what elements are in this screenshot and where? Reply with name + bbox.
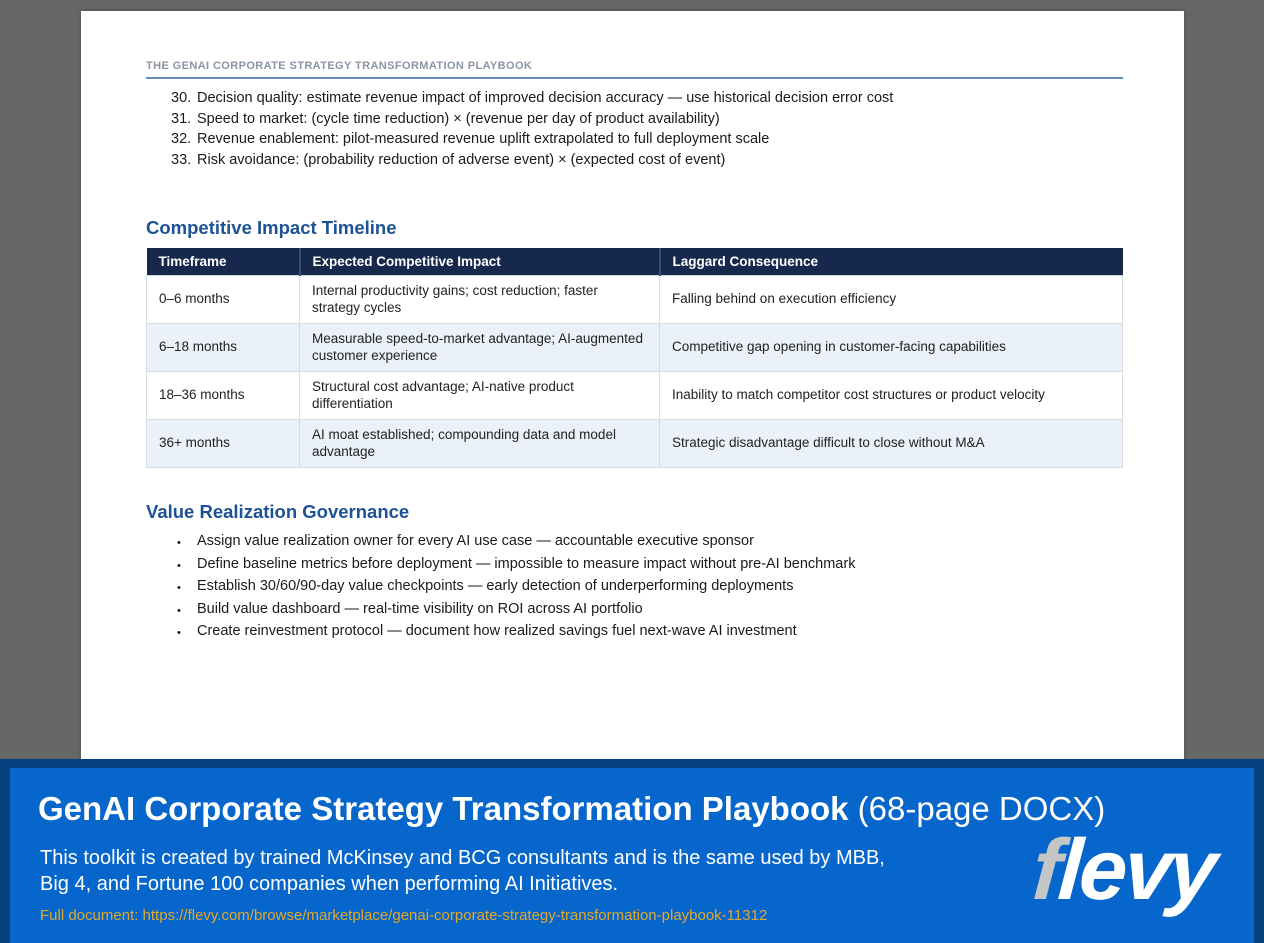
bullet-marker: •	[177, 537, 181, 549]
list-item	[171, 129, 1131, 150]
bullet-marker: •	[177, 604, 181, 617]
column-header-timeframe: Timeframe	[147, 248, 300, 276]
banner-subtitle-line2: Big 4, and Fortune 100 companies when performing AI Initiatives.	[40, 873, 619, 895]
cell-laggard-consequence: Strategic disadvantage difficult to close without M&A	[660, 420, 1123, 468]
table-row	[147, 372, 1123, 420]
running-header: THE GENAI CORPORATE STRATEGY TRANSFORMATION PLAYBOOK	[146, 60, 533, 72]
flevy-logo-f: f	[1029, 822, 1063, 918]
list-item-text: Decision quality: estimate revenue impact of improved decision accuracy — use historical decision error cost	[197, 90, 894, 106]
list-item-text: Speed to market: (cycle time reduction) × (revenue per day of product availability)	[197, 110, 720, 127]
flevy-logo	[1029, 822, 1218, 918]
section-title-value-realization-governance: Value Realization Governance	[146, 501, 410, 522]
bullet-text: Establish 30/60/90-day value checkpoints — early detection of underperforming deployments	[197, 578, 794, 595]
bullet-marker: •	[177, 627, 181, 640]
list-item-text: Revenue enablement: pilot-measured revenue uplift extrapolated to full deployment scale	[197, 131, 770, 147]
bullet-text: Assign value realization owner for every AI use case — accountable executive sponsor	[197, 533, 754, 549]
list-item	[171, 88, 1131, 109]
cell-timeframe: 6–18 months	[147, 324, 300, 372]
section-title-competitive-impact-timeline: Competitive Impact Timeline	[146, 217, 397, 238]
bullet-item	[177, 554, 1117, 577]
cell-laggard-consequence: Inability to match competitor cost structures or product velocity	[660, 372, 1123, 420]
table-row	[147, 324, 1123, 372]
bullet-item	[177, 621, 1117, 644]
cell-expected-impact: Structural cost advantage; AI-native product differentiation	[300, 372, 660, 420]
bullet-item	[177, 531, 1117, 554]
banner-title-format: (68-page DOCX)	[848, 790, 1106, 827]
numbered-list	[171, 88, 1131, 170]
banner-title-name: GenAI Corporate Strategy Transformation Playbook	[38, 790, 849, 827]
table-row	[147, 420, 1123, 468]
list-item-number: 32.	[171, 131, 192, 147]
document-page	[81, 11, 1184, 759]
banner-subtitle	[40, 845, 885, 897]
list-item	[171, 109, 1131, 130]
promo-banner-inner	[10, 768, 1254, 943]
list-item-number: 30.	[171, 90, 192, 106]
competitive-impact-table	[146, 248, 1123, 468]
list-item-text: Risk avoidance: (probability reduction of adverse event) × (expected cost of event)	[197, 151, 726, 168]
table-header-row	[147, 248, 1123, 276]
list-item-number: 33.	[171, 151, 192, 168]
cell-timeframe: 36+ months	[147, 420, 300, 468]
column-header-laggard-consequence: Laggard Consequence	[660, 248, 1123, 276]
list-item-number: 31.	[171, 110, 192, 127]
full-document-link[interactable]: Full document: https://flevy.com/browse/marketplace/genai-corporate-strategy-transformation-playbook-11312	[40, 907, 768, 924]
cell-expected-impact: Measurable speed-to-market advantage; AI-augmented customer experience	[300, 324, 660, 372]
promo-banner	[0, 759, 1264, 943]
list-item	[171, 150, 1131, 171]
table-row	[147, 276, 1123, 324]
bullet-marker: •	[177, 582, 181, 595]
banner-subtitle-line1: This toolkit is created by trained McKinsey and BCG consultants and is the same used by MBB,	[40, 847, 885, 869]
bullet-text: Define baseline metrics before deployment — impossible to measure impact without pre-AI benchmark	[197, 555, 856, 572]
bullet-text: Create reinvestment protocol — document how realized savings fuel next-wave AI investment	[197, 623, 797, 640]
header-rule	[146, 77, 1123, 79]
cell-expected-impact: Internal productivity gains; cost reduction; faster strategy cycles	[300, 276, 660, 324]
cell-expected-impact: AI moat established; compounding data and model advantage	[300, 420, 660, 468]
cell-laggard-consequence: Competitive gap opening in customer-facing capabilities	[660, 324, 1123, 372]
bullet-list	[177, 531, 1117, 644]
column-header-expected-impact: Expected Competitive Impact	[300, 248, 660, 276]
bullet-item	[177, 599, 1117, 622]
bullet-text: Build value dashboard — real-time visibility on ROI across AI portfolio	[197, 600, 643, 617]
banner-title	[38, 790, 1105, 828]
flevy-logo-levy: levy	[1055, 822, 1218, 918]
cell-timeframe: 18–36 months	[147, 372, 300, 420]
cell-timeframe: 0–6 months	[147, 276, 300, 324]
bullet-marker: •	[177, 559, 181, 572]
cell-laggard-consequence: Falling behind on execution efficiency	[660, 276, 1123, 324]
bullet-item	[177, 576, 1117, 599]
